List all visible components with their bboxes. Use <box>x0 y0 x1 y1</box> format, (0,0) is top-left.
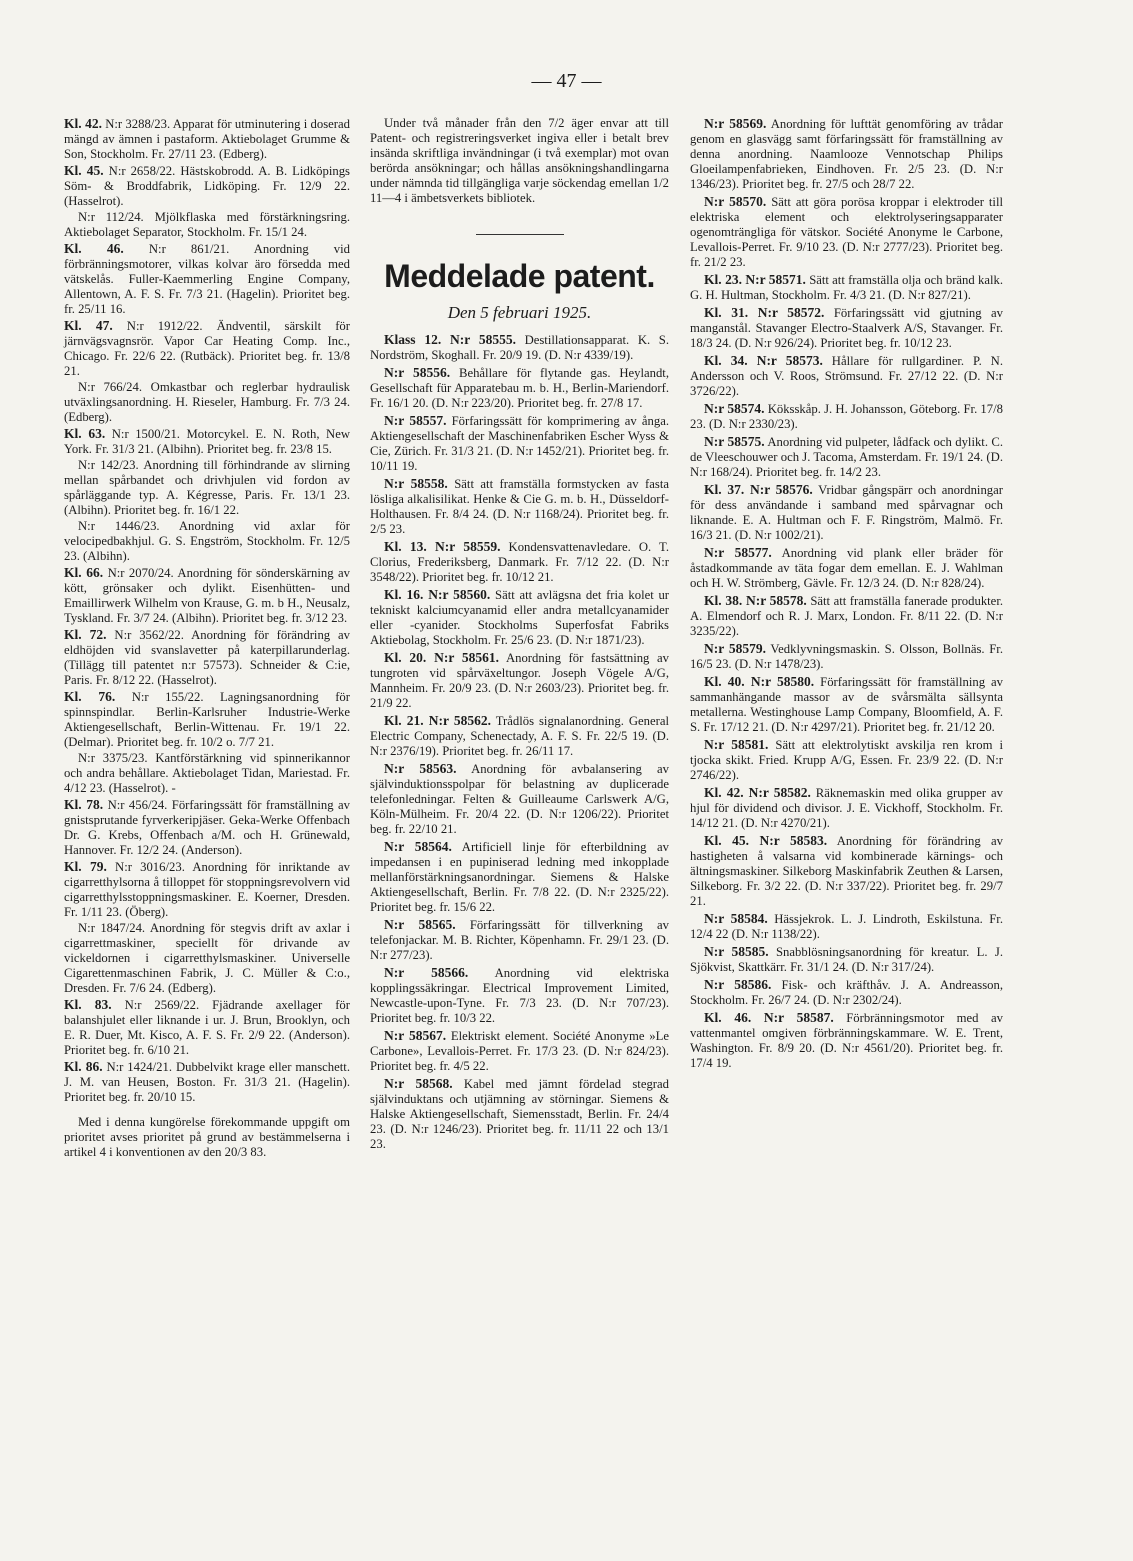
page-number: — 47 — <box>531 70 602 92</box>
entry-text: Sätt att göra porösa kroppar i elektroder till elektriska element och elektrolyseringsapparater ogenomträngliga för vätskor. Société Anonyme le Carbone, Levallois-Perret. Fr. 9/10 23. (D. N:r 2777/23). Prioritet beg. fr. 21/2 23. <box>690 195 1004 269</box>
patent-number: N:r 58586. <box>704 977 772 992</box>
patent-number: Kl. 16. N:r 58560. <box>384 587 491 602</box>
patent-entry <box>370 761 669 837</box>
patent-number: Kl. 40. N:r 58580. <box>704 674 815 689</box>
patent-entry <box>370 539 669 585</box>
entry-text: Kondensvattenavledare. O. T. Clorius, Frederiksberg, Danmark. Fr. 7/12 22. (D. N:r 3548/22). Prioritet beg. fr. 10/12 21. <box>370 540 670 584</box>
patent-number: N:r 58557. <box>384 413 447 428</box>
section-date: Den 5 februari 1925. <box>447 303 592 322</box>
patent-entry <box>690 1010 1003 1071</box>
entry-text: Anordning för fastsättning av tungroten vid spårväxeltungor. Joseph Vögele A/G, Mannheim. Fr. 20/9 23. (D. N:r 2603/23). Prioritet beg. fr. 21/9 22. <box>370 651 669 710</box>
application-number: N:r 861/21. <box>148 242 230 256</box>
application-entry <box>64 689 350 750</box>
entry-text: Anordning vid förbränningsmotorer, vilkas kolvar äro försedda med vätskelås. Fuller-Kaemmerling Engine Company, Allentown, A. F. S. Fr. 7/3 21. (Hagelin). Prioritet beg. fr. 25/11 16. <box>64 242 350 316</box>
class-heading: Kl. 78. <box>64 797 104 812</box>
entry-text: Hästskobrodd. A. B. Lidköpings Söm- & Broddfabrik, Lidköping. Fr. 12/9 22. (Hasselrot). <box>64 164 350 208</box>
patent-number: Kl. 34. N:r 58573. <box>704 353 823 368</box>
class-heading: Kl. 83. <box>64 997 112 1012</box>
application-number: N:r 3375/23. <box>78 751 148 765</box>
patent-number: Kl. 23. N:r 58571. <box>704 272 806 287</box>
patent-entry <box>690 272 1003 303</box>
entry-text: Omkastbar och reglerbar hydraulisk utväxlingsanordning. H. Rieseler, Hamburg. Fr. 7/3 24. (Edberg). <box>64 380 350 424</box>
application-entry <box>64 318 350 379</box>
patent-number: Kl. 31. N:r 58572. <box>704 305 825 320</box>
patent-number: N:r 58575. <box>704 434 765 449</box>
application-number: N:r 112/24. <box>78 210 144 224</box>
application-entry <box>64 163 350 209</box>
patent-entry <box>370 365 669 411</box>
entry-text: Artificiell linje för efterbildning av impedansen i en pupiniserad ledning med inkopplade mellanförstärkningsanordningar. Siemens & Halske Aktiengesellschaft, Berlin. Fr. 7/8 22. (D. N:r 2325/22). Prioritet beg. fr. 15/6 22. <box>370 840 669 914</box>
application-number: N:r 1847/24. <box>78 921 146 935</box>
patent-number: N:r 58556. <box>384 365 451 380</box>
entry-text: Sätt att elektrolytiskt avskilja ren krom i tjocka skikt. Fried. Krupp A/G, Essen. Fr. 23/9 22. (D. N:r 2746/22). <box>690 738 1004 782</box>
patent-entry <box>690 944 1003 975</box>
entry-text: Förfaringssätt för framställning av gnistsprutande fyrverkeripjäser. Geka-Werke Offenbach Dr. G. Krebs, Offenbach a/M. och H. Grünewald, Hannover. Fr. 12/2 24. (Anderson). <box>64 798 350 857</box>
application-entry <box>64 997 350 1058</box>
patent-entry <box>370 917 669 963</box>
class-heading: Kl. 66. <box>64 565 104 580</box>
patent-entry <box>370 839 669 915</box>
patent-entry <box>690 911 1003 942</box>
patent-number: N:r 58564. <box>384 839 452 854</box>
patent-number: N:r 58566. <box>384 965 469 980</box>
application-entry <box>64 426 350 457</box>
class-heading: Kl. 86. <box>64 1059 103 1074</box>
patent-entry <box>370 965 669 1026</box>
class-heading: Kl. 76. <box>64 689 116 704</box>
class-heading: Kl. 72. <box>64 627 107 642</box>
entry-text: Kabel med jämnt fördelad stegrad självinduktans och utjämning av störningar. Siemens & Halske Aktiengesellschaft, Siemensstadt, Berlin. Fr. 24/4 23. (D. N:r 1246/23). Prioritet beg. fr. 11/11 22 och 13/1 23. <box>370 1077 669 1151</box>
entry-text: Vedklyvningsmaskin. S. Olsson, Bollnäs. Fr. 16/5 23. (D. N:r 1478/23). <box>690 642 1003 671</box>
entry-text: Lagningsanordning för spinnspindlar. Berlin-Karlsruher Industrie-Werke Aktiengesellschaft, Berlin-Wittenau. Fr. 19/1 22. (Delmar). Prioritet beg. fr. 10/2 o. 7/7 21. <box>64 690 350 749</box>
application-entry <box>64 1059 350 1105</box>
entry-text: Anordning för avbalansering av självinduktionsspolpar för belastning av duplicerade telefonledningar. Felten & Guilleaume Carlswerk A/G, Köln-Mülheim. Fr. 20/4 22. (D. N:r 1206/22). Prioritet beg. fr. 22/10 21. <box>370 762 669 836</box>
patent-number: Kl. 46. N:r 58587. <box>704 1010 834 1025</box>
entry-text: Anordning vid plank eller bräder för åstadkommande av täta fogar dem emellan. E. J. Wahlman och H. W. Strömberg, Gävle. Fr. 12/3 24. (D. N:r 828/24). <box>690 546 1003 590</box>
entry-text: Anordning för stegvis drift av axlar i cigarrettmaskiner, speciellt för drivande av vickeldornen i cigarretthylsmaskiner. Universelle Cigarettenmaschinen Fabrik, J. C. Müller & C:o., Dresden. Fr. 7/6 24. (Edberg). <box>64 921 350 995</box>
entry-text: Vridbar gångspärr och anordningar för dess användande i samband med spårvagnar och liknande. E. A. Hultman och F. F. Ringström, Malmö. Fr. 16/3 21. (D. N:r 1002/21). <box>690 483 1003 542</box>
entry-text: Sätt att framställa fanerade produkter. A. Elmendorf och R. J. Marx, London. Fr. 8/11 22. (D. N:r 3235/22). <box>690 594 1004 638</box>
application-entry <box>64 241 350 317</box>
entry-text: Anordning vid axlar för velocipedbakhjul. G. S. Engström, Stockholm. Fr. 12/5 23. (Albihn). <box>64 519 350 563</box>
class-heading: Kl. 63. <box>64 426 106 441</box>
entry-text: Sätt att framställa olja och bränd kalk. G. H. Hultman, Stockholm. Fr. 4/3 21. (D. N:r 827/21). <box>690 273 1003 302</box>
patent-entry <box>690 593 1003 639</box>
patent-number: N:r 58574. <box>704 401 765 416</box>
application-entry <box>64 116 350 162</box>
application-number: N:r 1446/23. <box>78 519 160 533</box>
patent-number: Kl. 42. N:r 58582. <box>704 785 811 800</box>
application-number: N:r 2569/22. <box>124 998 200 1012</box>
patent-entry <box>690 116 1003 192</box>
patent-number: N:r 58585. <box>704 944 769 959</box>
column-left <box>64 116 350 1160</box>
class-heading: Kl. 79. <box>64 859 107 874</box>
patent-number: N:r 58565. <box>384 917 456 932</box>
patent-number: Kl. 13. N:r 58559. <box>384 539 501 554</box>
entry-text: Hållare för rullgardiner. P. N. Andersson och V. Roos, Strömsund. Fr. 27/12 22. (D. N:r 3726/22). <box>690 354 1003 398</box>
entry-text: Kantförstärkning vid spinnerikannor och andra behållare. Aktiebolaget Tidan, Mariestad. Fr. 4/12 23. (Hasselrot). - <box>64 751 350 795</box>
entry-text: Anordning för förändring av hastigheten å valsarna vid kombinerade kärnings- och ältningsmaskiner. Silkeborg Maskinfabrik Zeuthen & Larsen, Silkeborg. Fr. 3/2 22. (D. N:r 337/22). Prioritet beg. fr. 29/7 21. <box>690 834 1003 908</box>
patent-entry <box>690 674 1003 735</box>
entry-text: Fisk- och kräfthåv. J. A. Andreasson, Stockholm. Fr. 26/7 24. (D. N:r 2302/24). <box>690 978 1004 1007</box>
application-entry <box>64 210 350 240</box>
patent-number: N:r 58577. <box>704 545 772 560</box>
class-heading: Kl. 46. <box>64 241 124 256</box>
patent-entry <box>690 641 1003 672</box>
application-entry <box>64 565 350 626</box>
patent-entry <box>370 1076 669 1152</box>
application-number: N:r 1500/21. <box>111 427 180 441</box>
class-heading: Kl. 42. <box>64 116 102 131</box>
application-entry <box>64 458 350 518</box>
application-number: N:r 3288/23. <box>105 117 171 131</box>
entry-text: Dubbelvikt krage eller manschett. J. M. van Heusen, Boston. Fr. 31/3 21. (Hagelin). Prioritet beg. fr. 20/10 15. <box>64 1060 350 1104</box>
application-number: N:r 456/24. <box>107 798 168 812</box>
application-number: N:r 1912/22. <box>126 319 203 333</box>
application-number: N:r 3562/22. <box>114 628 184 642</box>
patent-entry <box>690 353 1003 399</box>
entry-text: Förbränningsmotor med av vattenmantel omgiven förbränningskammare. W. E. Trent, Washington. Fr. 8/9 20. (D. N:r 4561/20). Prioritet beg. fr. 17/4 19. <box>690 1011 1003 1070</box>
application-number: N:r 3016/23. <box>115 860 185 874</box>
entry-text: Anordning till förhindrande av slirning mellan spårbandet och drivhjulen vid fordon av spårläggande typ. A. Kégresse, Paris. Fr. 13/1 23. (Albihn). Prioritet beg. fr. 16/1 22. <box>64 458 350 517</box>
entry-text: Ändventil, särskilt för järnvägsvagnsrör. Vapor Car Heating Comp. Inc., Chicago. Fr. 22/6 22. (Rutbäck). Prioritet beg. fr. 13/8 21. <box>64 319 350 378</box>
patent-number: N:r 58563. <box>384 761 457 776</box>
patent-number: Kl. 20. N:r 58561. <box>384 650 500 665</box>
patent-entry <box>690 785 1003 831</box>
patent-entry <box>690 305 1003 351</box>
entry-text: Anordning för sönderskärning av kött, grönsaker och dylikt. Eisenhütten- und Emaillirwerk Wilhelm von Krause, G. m. b H., Neusalz, Tyskland. Fr. 3/7 24. (Albihn). Prioritet beg. fr. 3/12 23. <box>64 566 350 625</box>
patent-number: N:r 58558. <box>384 476 448 491</box>
entry-text: Trådlös signalanordning. General Electric Company, Schenectady, A. F. S. Fr. 22/5 19. (D. N:r 2376/19). Prioritet beg. fr. 26/11 17. <box>370 714 669 758</box>
application-entry <box>64 859 350 920</box>
application-number: N:r 155/22. <box>131 690 204 704</box>
application-number: N:r 1424/21. <box>106 1060 173 1074</box>
entry-text: Fjädrande axellager för balanshjulet eller liknande i ur. J. Brun, Brooklyn, och E. R. Duer, Mt. Kisco, A. F. S. Fr. 2/9 22. (Anderson). Prioritet beg. fr. 6/10 21. <box>64 998 350 1057</box>
patent-number: Kl. 21. N:r 58562. <box>384 713 492 728</box>
patent-entry <box>690 977 1003 1008</box>
application-entry <box>64 921 350 996</box>
patent-entry <box>370 713 669 759</box>
patent-entry <box>370 476 669 537</box>
entry-text: Destillationsapparat. K. S. Nordström, Skoghall. Fr. 20/9 19. (D. N:r 4339/19). <box>370 333 669 362</box>
application-entry <box>64 797 350 858</box>
column-middle <box>370 116 669 1154</box>
entry-text: Anordning för inriktande av cigarretthylsorna å tilloppet för stoppningsrevolvern vid cigarretthylsstoppningsmaskiner. E. Koerner, Dresden. Fr. 1/11 23. (Öberg). <box>64 860 350 919</box>
patent-entry <box>690 833 1003 909</box>
application-entry <box>64 627 350 688</box>
granted-patents-list <box>370 332 669 1152</box>
entry-text: Hässjekrok. L. J. Lindroth, Eskilstuna. Fr. 12/4 22 (D. N:r 1138/22). <box>690 912 1004 941</box>
patent-number: N:r 58579. <box>704 641 766 656</box>
entry-text: Räknemaskin med olika grupper av hjul för dividend och divisor. J. E. Vickhoff, Stockholm. Fr. 14/12 21. (D. N:r 4270/21). <box>690 786 1003 830</box>
entry-text: Behållare för flytande gas. Heylandt, Gesellschaft für Apparatebau m. b. H., Berlin-Mariendorf. Fr. 16/1 20. (D. N:r 223/20). Prioritet beg. fr. 27/8 17. <box>370 366 670 410</box>
entry-text: Sätt att framställa formstycken av fasta lösliga alkalisilikat. Henke & Cie G. m. b. H., Düsseldorf-Holthausen. Fr. 8/4 24. (D. N:r 1168/24). Prioritet beg. fr. 2/5 23. <box>370 477 669 536</box>
entry-text: Mjölkflaska med förstärkningsring. Aktiebolaget Separator, Stockholm. Fr. 15/1 24. <box>64 210 351 239</box>
application-number: N:r 2658/22. <box>108 164 176 178</box>
objection-notice: Under två månader från den 7/2 äger envar att till Patent- och registreringsverket ingiva eller i betalt brev insända skriftliga invändningar (i två exemplar) mot ovan berörda ansökningar; och hållas ansökningshandlingarna under nämnda tid tillgängliga varje söckendag emellan 1/2 11—4 i ämbetsverkets bibliotek. <box>370 116 669 205</box>
class-heading: Kl. 45. <box>64 163 104 178</box>
application-entry <box>64 519 350 564</box>
entry-text: Anordning för förändring av eldhöjden vid svanslavetter på katerpillarunderlag. (Tillägg till patentet n:r 57573). Schneider & C:ie, Paris. Fr. 8/12 22. (Hasselrot). <box>64 628 350 687</box>
separator-rule <box>476 234 564 235</box>
application-entry <box>64 380 350 425</box>
entry-text: Köksskåp. J. H. Johansson, Göteborg. Fr. 17/8 23. (D. N:r 2330/23). <box>690 402 1003 431</box>
section-title: Meddelade patent. <box>384 258 655 294</box>
patent-number: Kl. 37. N:r 58576. <box>704 482 813 497</box>
entry-text: Förfaringssätt för framställning av sammanhängande massor av de svårsmälta sällsynta metallerna. Westinghouse Lamp Company, Bloomfield, A. F. S. Fr. 17/12 21. (D. N:r 4297/21). Prioritet beg. fr. 21/12 20. <box>690 675 1003 734</box>
patent-entry <box>370 587 669 648</box>
patent-entry <box>370 1028 669 1074</box>
entry-text: Förfaringssätt för tillverkning av telefonjackar. M. B. Richter, Köpenhamn. Fr. 29/1 23. (D. N:r 277/23). <box>370 918 670 962</box>
patent-number: N:r 58581. <box>704 737 769 752</box>
patent-number: Kl. 45. N:r 58583. <box>704 833 828 848</box>
priority-note: Med i denna kungörelse förekommande uppgift om prioritet avses prioritet på grund av bestämmelserna i artikel 4 i konventionen av den 20/3 83. <box>64 1115 350 1159</box>
entry-text: Förfaringssätt för komprimering av ånga. Aktiengesellschaft der Maschinenfabriken Escher Wyss & Cie, Zürich. Fr. 31/3 21. (D. N:r 1452/21). Prioritet beg. fr. 10/11 19. <box>370 414 670 473</box>
entry-text: Anordning vid elektriska kopplingssäkringar. Electrical Improvement Limited, Newcastle-upon-Tyne. Fr. 7/3 23. (D. N:r 707/23). Prioritet beg. fr. 10/3 22. <box>370 966 669 1025</box>
entry-text: Förfaringssätt vid gjutning av manganstål. Stavanger Electro-Staalverk A/S, Stavanger. Fr. 18/3 24. (D. N:r 926/24). Prioritet beg. fr. 10/12 23. <box>690 306 1003 350</box>
patent-number: Kl. 38. N:r 58578. <box>704 593 807 608</box>
entry-text: Sätt att avlägsna det fria kolet ur tekniskt kalciumcyanamid eller andra metallcyanamider eller -cyanider. Stockholms Superfosfat Fabriks Aktiebolag, Stockholm. Fr. 25/6 23. (D. N:r 1871/23). <box>370 588 670 647</box>
patent-number: N:r 58569. <box>704 116 767 131</box>
class-heading: Kl. 47. <box>64 318 113 333</box>
patent-number: N:r 58584. <box>704 911 768 926</box>
application-entry <box>64 751 350 796</box>
column-right <box>690 116 1003 1073</box>
patent-entry <box>690 401 1003 432</box>
entry-text: Anordning för lufttät genomföring av trådar genom en glasvägg samt förfaringssätt för framställning av denna anordning. Naamlooze Vennotschap Philips Gloeilampenfabrieken, Eindhoven. Fr. 2/5 23. (D. N:r 1346/23). Prioritet beg. fr. 27/5 och 28/7 22. <box>690 117 1003 191</box>
patent-number: N:r 58568. <box>384 1076 453 1091</box>
entry-text: Snabblösningsanordning för kreatur. L. J. Sjökvist, Skattkärr. Fr. 31/1 24. (D. N:r 317/24). <box>690 945 1004 974</box>
patent-entry <box>370 332 669 363</box>
application-number: N:r 2070/24. <box>107 566 174 580</box>
patent-entry <box>370 413 669 474</box>
patent-entry <box>690 482 1003 543</box>
patent-entry <box>690 545 1003 591</box>
patent-number: N:r 58570. <box>704 194 767 209</box>
application-number: N:r 766/24. <box>78 380 142 394</box>
patent-number: Klass 12. N:r 58555. <box>384 332 516 347</box>
entry-text: Elektriskt element. Société Anonyme »Le Carbone», Levallois-Perret. Fr. 17/3 23. (D. N:r 824/23). Prioritet beg. fr. 4/5 22. <box>370 1029 669 1073</box>
patent-entry <box>690 737 1003 783</box>
patent-entry <box>690 194 1003 270</box>
patent-entry <box>690 434 1003 480</box>
application-number: N:r 142/23. <box>78 458 139 472</box>
patent-entry <box>370 650 669 711</box>
patent-number: N:r 58567. <box>384 1028 447 1043</box>
entry-text: Apparat för utminutering i doserad mängd av ämnen i pastaform. Aktiebolaget Grumme & Son, Stockholm. Fr. 27/11 23. (Edberg). <box>64 117 350 161</box>
entry-text: Motorcykel. E. N. Roth, New York. Fr. 31/3 21. (Albihn). Prioritet beg. fr. 23/8 15. <box>64 427 351 456</box>
entry-text: Anordning vid pulpeter, lådfack och dylikt. C. de Vleeschouwer och J. Tacoma, Amsterdam. Fr. 19/1 24. (D. N:r 168/24). Prioritet beg. fr. 14/2 23. <box>690 435 1003 479</box>
